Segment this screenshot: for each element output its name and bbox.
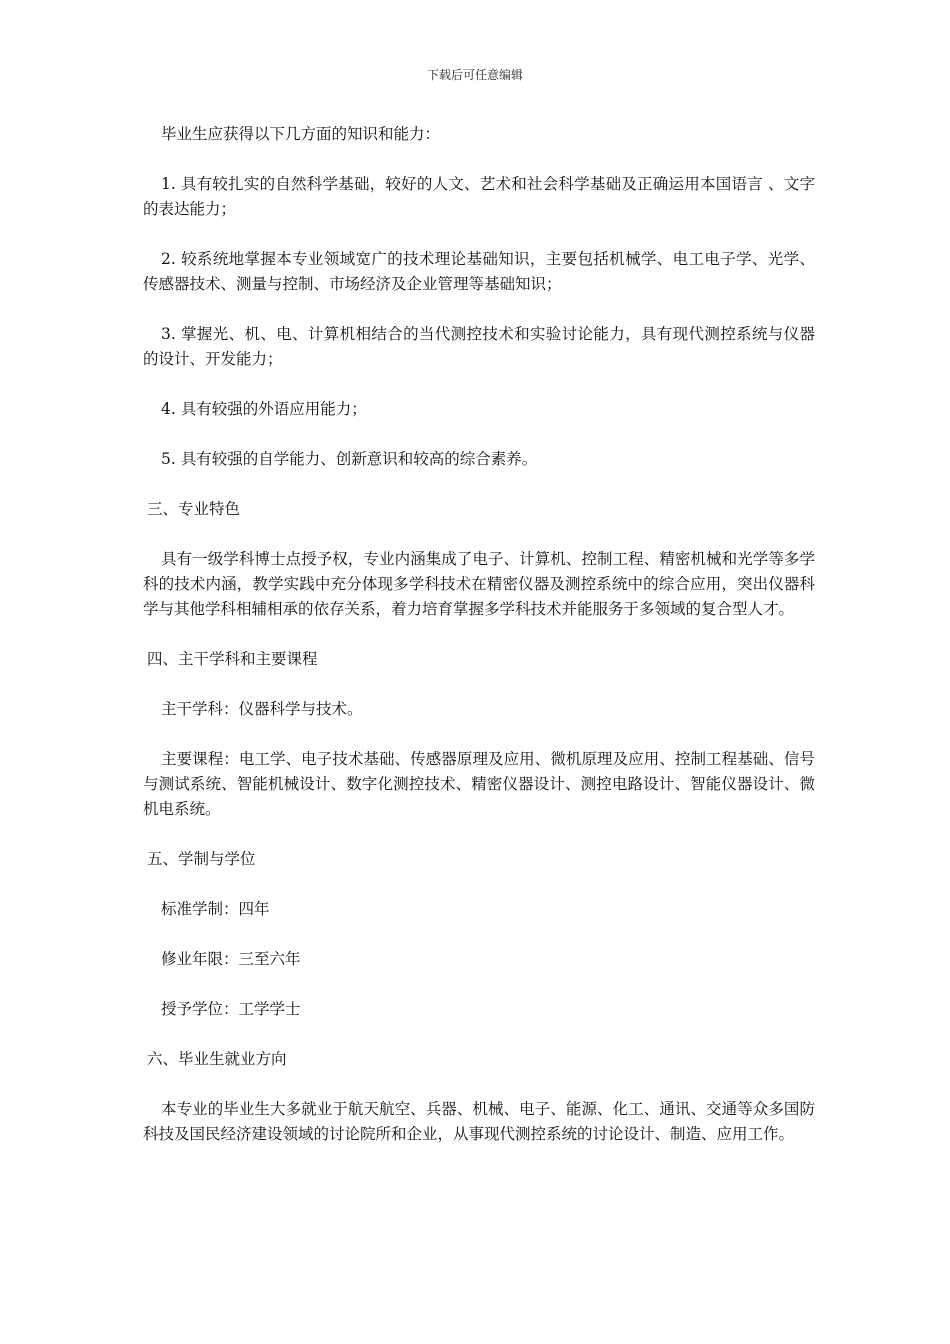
page-header: 下载后可任意编辑: [426, 68, 523, 82]
document-body: [143, 122, 815, 1172]
ability-item-2: 2. 较系统地掌握本专业领域宽广的技术理论基础知识，主要包括机械学、电工电子学、光学、传感器技术、测量与控制、市场经济及企业管理等基础知识；: [143, 250, 815, 293]
main-discipline-line: 主干学科：仪器科学与技术。: [161, 700, 363, 718]
ability-item-1: 1. 具有较扎实的自然科学基础，较好的人文、艺术和社会科学基础及正确运用本国语言 、文字的表达能力；: [143, 175, 815, 218]
degree-awarded-line: 授予学位：工学学士: [161, 1000, 301, 1018]
study-years-line: 修业年限：三至六年: [161, 950, 301, 968]
ability-item-5: 5. 具有较强的自学能力、创新意识和较高的综合素养。: [161, 450, 538, 468]
section-heading-employment: 六、毕业生就业方向: [147, 1050, 287, 1068]
section-heading-courses: 四、主干学科和主要课程: [147, 650, 318, 668]
main-courses-paragraph: 主要课程：电工学、电子技术基础、传感器原理及应用、微机原理及应用、控制工程基础、信号与测试系统、智能机械设计、数字化测控技术、精密仪器设计、测控电路设计、智能仪器设计、微机电系统。: [143, 750, 815, 818]
ability-item-3: 3. 掌握光、机、电、计算机相结合的当代测控技术和实验讨论能力，具有现代测控系统与仪器的设计、开发能力；: [143, 325, 815, 368]
employment-paragraph: 本专业的毕业生大多就业于航天航空、兵器、机械、电子、能源、化工、通讯、交通等众多国防科技及国民经济建设领域的讨论院所和企业，从事现代测控系统的讨论设计、制造、应用工作。: [143, 1100, 815, 1143]
intro-paragraph: 毕业生应获得以下几方面的知识和能力：: [161, 125, 441, 143]
standard-duration-line: 标准学制：四年: [161, 900, 270, 918]
features-paragraph: 具有一级学科博士点授予权，专业内涵集成了电子、计算机、控制工程、精密机械和光学等多学科的技术内涵，教学实践中充分体现多学科技术在精密仪器及测控系统中的综合应用，突出仪器科学与其他学科相辅相承的依存关系，着力培育掌握多学科技术并能服务于多领域的复合型人才。: [143, 550, 815, 618]
section-heading-degree: 五、学制与学位: [147, 850, 256, 868]
ability-item-4: 4. 具有较强的外语应用能力；: [161, 400, 367, 418]
section-heading-features: 三、专业特色: [147, 500, 241, 518]
